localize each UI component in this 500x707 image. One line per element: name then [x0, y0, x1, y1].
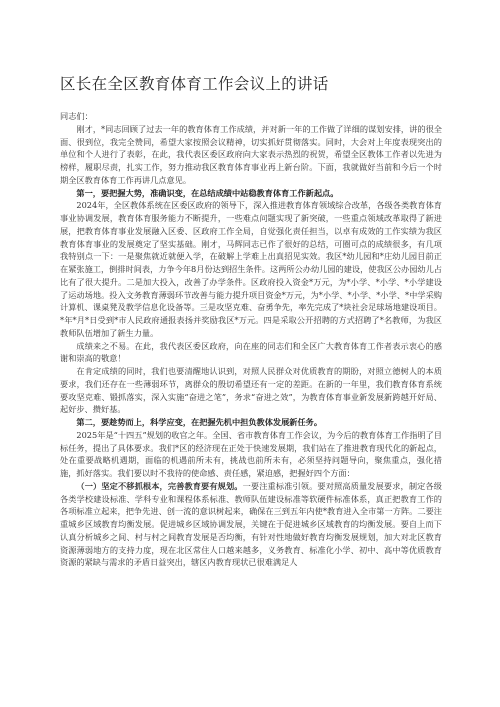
- salutation: 同志们：: [60, 111, 93, 121]
- paragraph: 成绩来之不易。在此，我代表区委区政府，向在座的同志们和全区广大教育体育工作者表示衷心的感谢和崇高的敬意！: [60, 340, 442, 364]
- paragraph: [60, 480, 442, 569]
- paragraph-text: 一要注重标准引领。要对照高质量发展要求，制定各级各类学校建设标准、学科专业和课程体系标准、教师队伍建设标准等软硬件标准体系，真正把教育工作的各项标准立起来，把争先进、创一流的意识树起来，确保在三到五年内使*教育进入全市第一方阵。二要注重城乡区域教育均衡发展。促进城乡区域协调发展，关键在于促进城乡区域教育的均衡发展。要自上而下认真分析城乡之间、村与村之间教育发展是否均衡，有针对性地做好教育均衡发展规划，加大对北区教育资源薄弱地方的支持力度，现在北区常住人口越来越多，义务教育、标准化小学、初中、高中等优质教育资源的紧缺与需求的矛盾日益突出，辖区内教育现状已很难满足人: [60, 480, 442, 568]
- section-heading: 第一，要把握大势，准确识变，在总结成绩中站稳教育体育工作新起点。: [76, 187, 339, 198]
- page-title: 区长在全区教育体育工作会议上的讲话: [60, 75, 329, 93]
- section-heading: 第二，要趁势而上，科学应变，在把握先机中担负教体发展新任务。: [76, 417, 323, 427]
- paragraph: 2025年是“十四五”规划的收官之年。全国、省市教育体育工作会议，为今后的教育体育工作指明了目标任务，提出了具体要求。我们*区的经济现在正处于快速发展期，我们站在了推进教育现代化的新起点，处在重要战略机遇期，面临的机遇前所未有，挑战也前所未有，必须坚持问题导向，聚焦重点，强化措施，抓好落实。我们要以时不我待的使命感、责任感，紧迫感，把握好四个方面：: [60, 429, 442, 478]
- paragraph: 2024年，全区教体系统在区委区政府的领导下，深入推进教育体育领域综合改革，各级各类教育体育事业协调发展，教育体育服务能力不断提升，一些难点问题实现了新突破，一些重点领域改革取得了新进展，把教育体育事业发展融入区委、区政府工作全局，自觉强化责任担当，以卓有成效的工作实绩为我区教育体育事业的发展奠定了坚实基础。刚才，马辉同志已作了很好的总结，可圈可点的成绩很多，有几项我特别点一下：一是聚焦就近就便入学，在破解上学难上出真招见实效。我区*幼儿园和*庄幼儿园目前正在紧张施工，倒排时间表，力争今年8月份达到招生条件。这两所公办幼儿园的建设，使我区公办园幼儿占比有了很大提升。二是加大投入，改善了办学条件。区政府投入资金*万元，为*小学、*小学、*小学建设了运动场地。投入文务教育薄弱环节改善与能力提升项目资金*万元，为*小学、*小学、*小学、*中学采购计算机、课桌凳及教学信息化设备等。三是攻坚克难、奋勇争先，率先完成了*块社会足球场地建设项目。*年*月*日受到*市人民政府通报表扬并奖励我区*万元。四是采取公开招聘的方式招聘了*名教师，为我区教师队伍增加了新生力量。: [60, 200, 442, 338]
- subsection-heading: （一）坚定不移抓根本，完善教育要有规划。: [76, 480, 243, 491]
- paragraph: 在肯定成绩的同时，我们也要清醒地认识到，对照人民群众对优质教育的期盼，对照立德树人的本质要求，我们还存在一些薄弱环节，离群众的殷切希望还有一定的差距。在新的一年里，我们教育体育系统要攻坚克难、锻抓落实，深入实施“奋进之笔”，务求“奋进之效”，为教育体育事业新发展新跨越开好局、起好步、攒好基。: [60, 366, 442, 415]
- document-body: [60, 110, 442, 569]
- paragraph: 刚才，*同志回顾了过去一年的教育体育工作成绩，并对新一年的工作做了详细的谋划安排，讲的很全面、很到位，我完全赞同，希望大家按照会议精神，切实抓好贯彻落实。同时，大会对上年度表现突出的单位和个人进行了表彰，在此，我代表区委区政府向大家表示热烈的祝贺，希望全区教体工作者以先进为榜样，履职尽责，扎实工作，努力推动我区教育体育事业再上新台阶。下面，我就做好当前和今后一个时期全区教育体育工作再讲几点意见。: [60, 123, 442, 185]
